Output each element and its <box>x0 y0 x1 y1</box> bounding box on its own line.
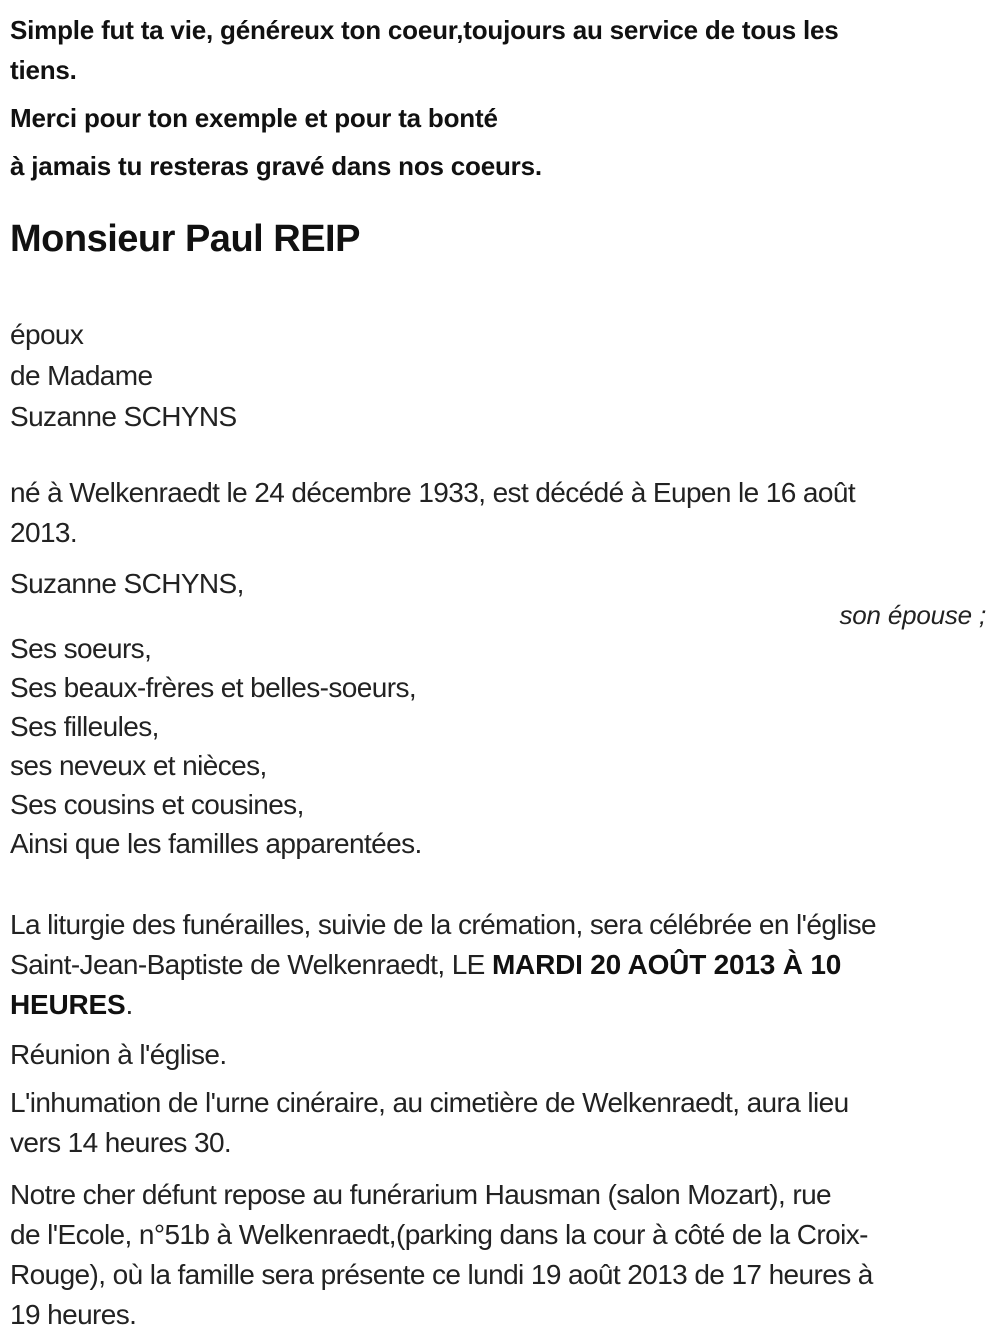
spouse-role: son épouse ; <box>839 600 986 630</box>
epitaph-line: Simple fut ta vie, généreux ton coeur,toujours au service de tous les <box>10 15 839 45</box>
epitaph-paragraph <box>10 10 986 90</box>
epitaph-line: tiens. <box>10 55 77 85</box>
burial-section <box>10 1083 986 1163</box>
ceremony-line <box>10 985 986 1025</box>
epitaph-paragraph <box>10 98 986 138</box>
visitation-section <box>10 1175 986 1335</box>
relation-line: Suzanne SCHYNS <box>10 401 237 432</box>
life-dates-section <box>10 473 986 553</box>
burial-line: vers 14 heures 30. <box>10 1127 232 1158</box>
meeting-section <box>10 1035 986 1075</box>
ceremony-section <box>10 905 986 1025</box>
relation-line: de Madame <box>10 360 153 391</box>
spouse-name <box>10 567 986 601</box>
life-dates-line: né à Welkenraedt le 24 décembre 1933, est décédé à Eupen le 16 août <box>10 477 856 508</box>
relation-section <box>10 314 986 437</box>
ceremony-time-bold: HEURES <box>10 989 126 1020</box>
ceremony-text: Saint-Jean-Baptiste de Welkenraedt, LE <box>10 949 492 980</box>
life-dates-line: 2013. <box>10 517 78 548</box>
ceremony-date-bold: MARDI 20 AOÛT 2013 À 10 <box>491 949 842 980</box>
epitaph-line: à jamais tu resteras gravé dans nos coeurs. <box>10 151 542 181</box>
visitation-line: 19 heures. <box>10 1299 137 1330</box>
mourner-line: ses neveux et nièces, <box>10 750 267 781</box>
mourners-section <box>10 629 986 863</box>
visitation-line: de l'Ecole, n°51b à Welkenraedt,(parking dans la cour à côté de la Croix- <box>10 1219 868 1250</box>
ceremony-line: La liturgie des funérailles, suivie de la crémation, sera célébrée en l'église <box>10 909 876 940</box>
mourner-line: Ainsi que les familles apparentées. <box>10 828 422 859</box>
spouse-name-line: Suzanne SCHYNS, <box>10 568 244 599</box>
visitation-line: Rouge), où la famille sera présente ce lundi 19 août 2013 de 17 heures à <box>10 1259 873 1290</box>
ceremony-line <box>10 945 986 985</box>
burial-line: L'inhumation de l'urne cinéraire, au cimetière de Welkenraedt, aura lieu <box>10 1087 849 1118</box>
mourner-line: Ses cousins et cousines, <box>10 789 304 820</box>
meeting-line: Réunion à l'église. <box>10 1039 227 1070</box>
relation-line: époux <box>10 319 84 350</box>
mourner-line: Ses filleules, <box>10 711 159 742</box>
ceremony-text: . <box>125 989 133 1020</box>
deceased-name-title: Monsieur Paul REIP <box>10 218 360 260</box>
epitaph-section <box>10 10 986 186</box>
mourner-line: Ses soeurs, <box>10 633 152 664</box>
epitaph-paragraph <box>10 146 986 186</box>
visitation-line: Notre cher défunt repose au funérarium Hausman (salon Mozart), rue <box>10 1179 832 1210</box>
mourner-line: Ses beaux-frères et belles-soeurs, <box>10 672 417 703</box>
epitaph-line: Merci pour ton exemple et pour ta bonté <box>10 103 498 133</box>
